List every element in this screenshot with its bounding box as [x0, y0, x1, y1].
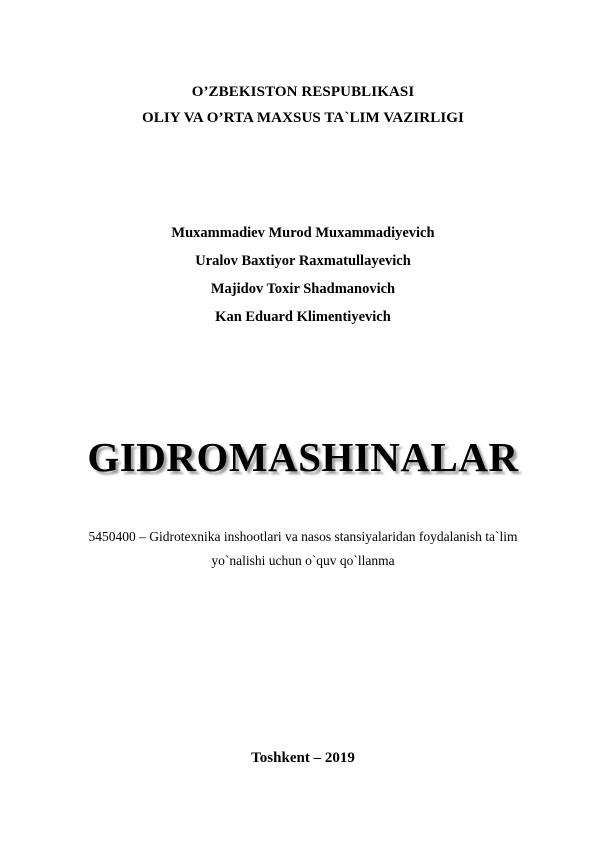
author-name: Uralov Baxtiyor Raxmatullayevich — [195, 253, 411, 269]
ministry-header-line-1: O’ZBEKISTON RESPUBLIKASI — [191, 84, 415, 100]
book-title: GIDROMASHINALAR — [87, 434, 519, 480]
ministry-header-line-2: OLIY VA O’RTA MAXSUS TA`LIM VAZIRLIGI — [141, 110, 464, 126]
author-name: Kan Eduard Klimentiyevich — [215, 309, 391, 325]
place-year: Toshkent – 2019 — [251, 750, 355, 766]
author-name: Majidov Toxir Shadmanovich — [210, 281, 396, 297]
subtitle-line-1: 5450400 – Gidrotexnika inshootlari va nasos stansiyalaridan foydalanish ta`lim — [88, 529, 518, 544]
author-name: Muxammadiev Murod Muxammadiyevich — [171, 225, 435, 241]
subtitle-line-2: yo`nalishi uchun o`quv qo`llanma — [211, 553, 395, 568]
